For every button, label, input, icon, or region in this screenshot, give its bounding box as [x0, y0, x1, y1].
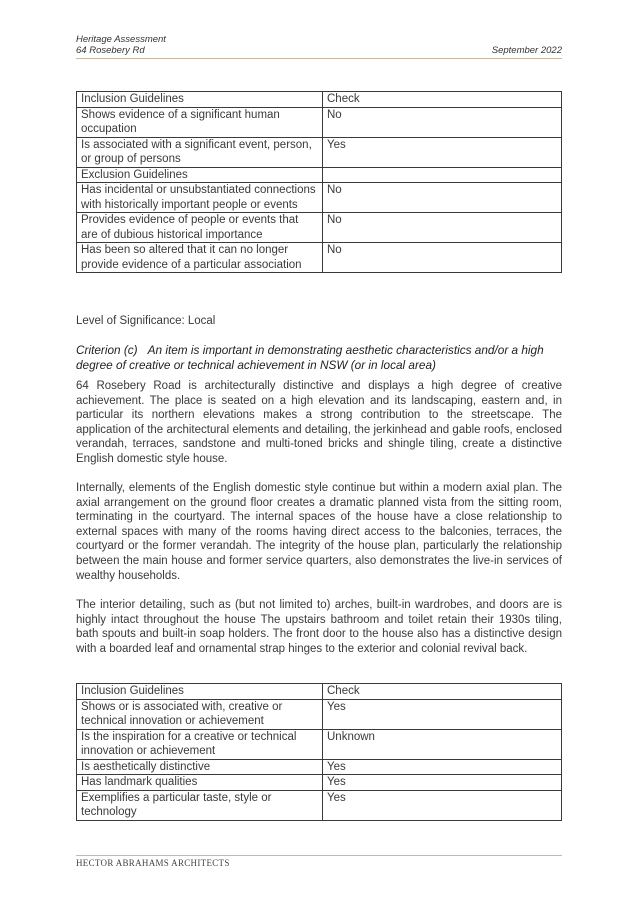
criterion-heading — [76, 343, 566, 373]
table-cell: Exclusion Guidelines — [77, 167, 323, 183]
body-paragraph: The interior detailing, such as (but not limited to) arches, built-in wardrobes, and doors are is highly intact throughout the house The upstairs bathroom and toilet retain their 1930s tiling, bath spouts and built-in soap holders. The front door to the house also has a distinctive design with a boarded leaf and ornamental strap hinges to the exterior and colonial revival back. — [76, 599, 562, 655]
table-cell: Shows or is associated with, creative or technical innovation or achievement — [77, 699, 323, 729]
table-cell: Yes — [323, 137, 562, 167]
table-cell: Is aesthetically distinctive — [77, 759, 323, 775]
table-row — [77, 775, 562, 791]
significance-level: Level of Significance: Local — [76, 315, 216, 327]
table-row — [77, 790, 562, 820]
table-cell: Inclusion Guidelines — [77, 684, 323, 700]
table-row — [77, 213, 562, 243]
table-cell: Yes — [323, 699, 562, 729]
aesthetic-significance-table — [76, 683, 562, 821]
table-cell: Has landmark qualities — [77, 775, 323, 791]
table-cell: Provides evidence of people or events that are of dubious historical importance — [77, 213, 323, 243]
page-header — [76, 34, 562, 56]
table-row — [77, 243, 562, 273]
body-paragraph: 64 Rosebery Road is architecturally distinctive and displays a high degree of creative achievement. The place is seated on a high elevation and its landscaping, eastern and, in particular its northern elevations makes a strong contribution to the streetscape. The application of the architectural elements and detailing, the jerkinhead and gable roofs, enclosed verandah, terraces, sandstone and multi-toned bricks and shingle tiling, create a distinctive English domestic style house. — [76, 380, 562, 465]
table-row — [77, 183, 562, 213]
table-cell: No — [323, 243, 562, 273]
header-address: 64 Rosebery Rd — [76, 45, 145, 56]
table-cell: No — [323, 183, 562, 213]
table-cell: Inclusion Guidelines — [77, 92, 323, 108]
table-cell: Yes — [323, 775, 562, 791]
table-row — [77, 137, 562, 167]
criterion-number: Criterion (c) — [76, 343, 138, 357]
table-cell — [323, 167, 562, 183]
body-paragraph: Internally, elements of the English domestic style continue but within a modern axial plan. The axial arrangement on the ground floor creates a dramatic planned vista from the sitting room, terminating in the courtyard. The internal spaces of the house have a close relationship to external spaces with many of the rooms having direct access to the balconies, terraces, the courtyard or the former verandah. The integrity of the house plan, particularly the relationship between the main house and former service quarters, also demonstrates the live-in services of wealthy households. — [76, 482, 562, 582]
table-row — [77, 699, 562, 729]
header-date: September 2022 — [491, 45, 562, 56]
table-row — [77, 107, 562, 137]
table-cell: Is the inspiration for a creative or technical innovation or achievement — [77, 729, 323, 759]
table-cell: No — [323, 213, 562, 243]
table-cell: Unknown — [323, 729, 562, 759]
table-cell: Check — [323, 684, 562, 700]
footer-divider — [76, 855, 562, 856]
table-cell: Exemplifies a particular taste, style or technology — [77, 790, 323, 820]
table-cell: Has incidental or unsubstantiated connections with historically important people or events — [77, 183, 323, 213]
criterion-text: An item is important in demonstrating aesthetic characteristics and/or a high degree of creative or technical achievement in NSW (or in local area) — [76, 343, 544, 372]
header-divider — [76, 58, 562, 59]
table-cell: Is associated with a significant event, person, or group of persons — [77, 137, 323, 167]
table-cell: Shows evidence of a significant human occupation — [77, 107, 323, 137]
table-row — [77, 729, 562, 759]
table-row — [77, 684, 562, 700]
table-cell: Yes — [323, 790, 562, 820]
footer-firm-name: HECTOR ABRAHAMS ARCHITECTS — [76, 858, 230, 868]
table-cell: No — [323, 107, 562, 137]
table-cell: Has been so altered that it can no longer provide evidence of a particular association — [77, 243, 323, 273]
header-title: Heritage Assessment — [76, 34, 166, 45]
table-cell: Check — [323, 92, 562, 108]
table-row — [77, 759, 562, 775]
table-row — [77, 167, 562, 183]
historical-association-table — [76, 91, 562, 273]
table-row — [77, 92, 562, 108]
table-cell: Yes — [323, 759, 562, 775]
